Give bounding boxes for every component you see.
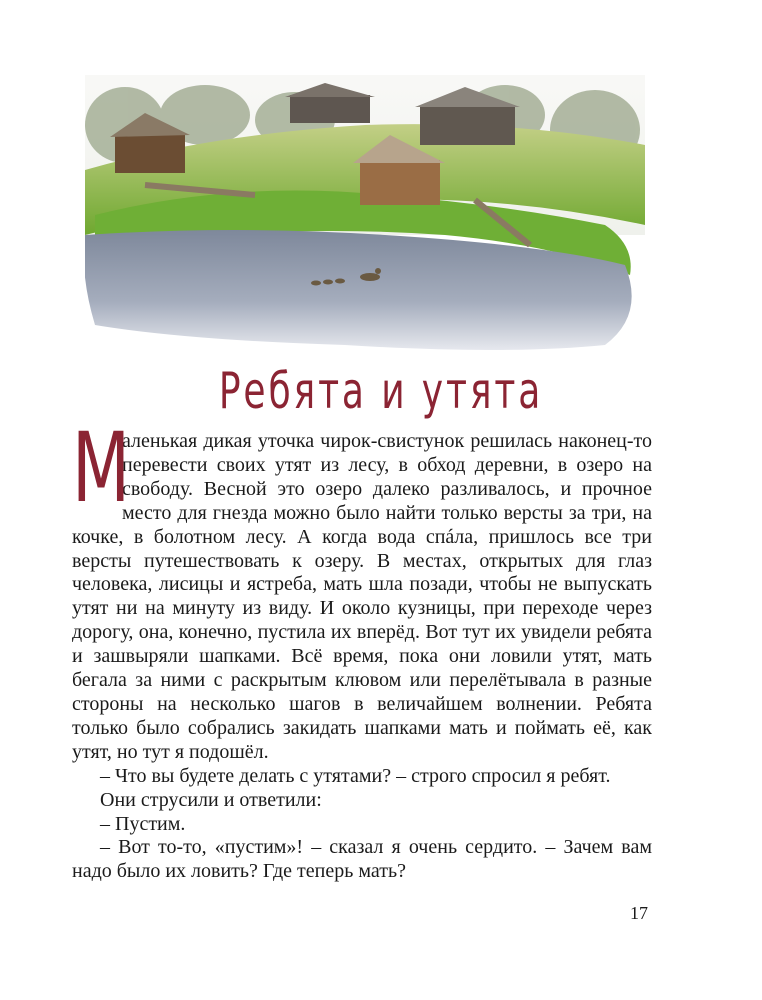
- page-title: Ребята и утята: [218, 362, 544, 420]
- dialogue-line: – Пустим.: [100, 812, 186, 835]
- dialogue-line: – Что вы будете делать с утятами? – строго спросил я ребят.: [100, 764, 611, 787]
- drop-cap: М: [72, 412, 130, 524]
- village-lake-illustration: [85, 75, 645, 355]
- first-paragraph: [72, 412, 652, 765]
- story-text: [72, 412, 652, 884]
- dialogue-line: Они струсили и ответили:: [100, 788, 322, 811]
- page-number: 17: [630, 903, 648, 923]
- dialogue-line: – Вот то-то, «пустим»! – сказал я очень сердито. – Зачем вам надо было их ловить? Где теперь мать?: [72, 836, 652, 883]
- first-paragraph-text: аленькая дикая уточка чирок-свистунок решилась наконец-то перевести своих утят из лесу, в обход деревни, в озеро на свободу. Весной это озеро далеко разливалось, и прочное место для гнезда можно было найти только версты за три, на кочке, в болотном лесу. А когда вода спáла, пришлось все три версты путешествовать к озеру. В местах, открытых для глаз человека, лисицы и ястреба, мать шла позади, чтобы не выпускать утят ни на минуту из виду. И около кузницы, при переходе через дорогу, она, конечно, пустила их вперёд. Вот тут их увидели ребята и зашвыряли шапками. Всё время, пока они ловили утят, мать бегала за ними с раскрытым клювом или перелётывала в разные стороны на несколько шагов в величайшем волнении. Ребята только было собрались закидать шапками мать и поймать её, как утят, но тут я подошёл.: [72, 430, 652, 763]
